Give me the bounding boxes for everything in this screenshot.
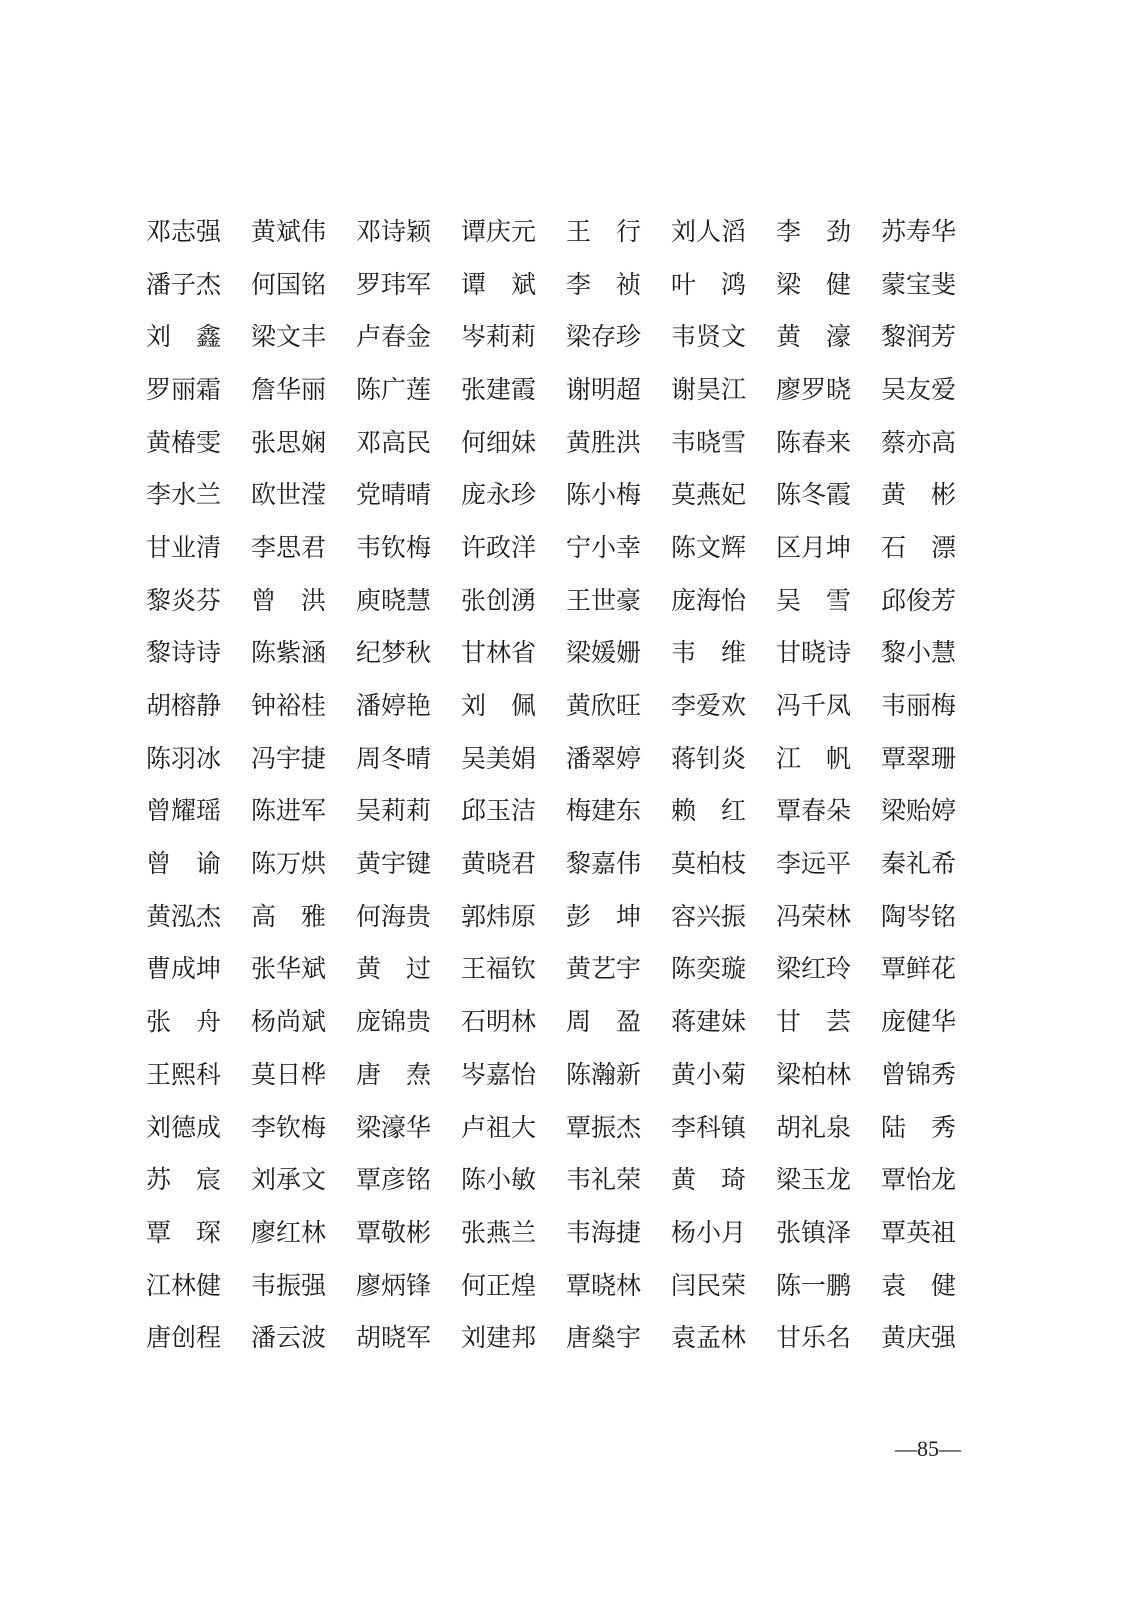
name-entry: 蒙宝斐	[881, 269, 957, 299]
name-entry: 张思娴	[251, 427, 327, 457]
name-entry: 吴美娟	[461, 743, 537, 773]
name-entry: 廖炳锋	[356, 1270, 432, 1300]
name-entry: 唐燊宇	[566, 1323, 642, 1353]
name-entry: 陈小梅	[566, 480, 642, 510]
name-entry: 潘云波	[251, 1323, 327, 1353]
name-entry: 梁贻婷	[881, 796, 957, 826]
name-entry: 冯千凤	[776, 691, 852, 721]
name-entry: 黄 琦	[671, 1165, 747, 1195]
name-entry: 庞永珍	[461, 480, 537, 510]
name-entry: 韦钦梅	[356, 532, 432, 562]
name-entry: 覃春朵	[776, 796, 852, 826]
name-entry: 覃怡龙	[881, 1165, 957, 1195]
name-entry: 胡礼泉	[776, 1112, 852, 1142]
name-entry: 谢昊江	[671, 374, 747, 404]
name-entry: 唐 焘	[356, 1059, 432, 1089]
name-entry: 黄椿雯	[146, 427, 222, 457]
name-entry: 江 帆	[776, 743, 852, 773]
name-entry: 吴莉莉	[356, 796, 432, 826]
name-entry: 王 行	[566, 216, 642, 246]
name-entry: 陈冬霞	[776, 480, 852, 510]
name-entry: 陈春来	[776, 427, 852, 457]
name-entry: 赖 红	[671, 796, 747, 826]
name-entry: 覃英祖	[881, 1217, 957, 1247]
name-entry: 陈紫涵	[251, 638, 327, 668]
name-entry: 韦晓雪	[671, 427, 747, 457]
name-entry: 胡榕静	[146, 691, 222, 721]
name-entry: 刘人滔	[671, 216, 747, 246]
name-entry: 蒋建妹	[671, 1007, 747, 1037]
name-entry: 陈万烘	[251, 849, 327, 879]
name-entry: 曾锦秀	[881, 1059, 957, 1089]
name-entry: 甘 芸	[776, 1007, 852, 1037]
name-entry: 刘 佩	[461, 691, 537, 721]
name-entry: 梁玉龙	[776, 1165, 852, 1195]
name-entry: 宁小幸	[566, 532, 642, 562]
name-entry: 王熙科	[146, 1059, 222, 1089]
name-entry: 黎炎芬	[146, 585, 222, 615]
name-entry: 曾 洪	[251, 585, 327, 615]
name-entry: 袁 健	[881, 1270, 957, 1300]
name-entry: 陆 秀	[881, 1112, 957, 1142]
name-entry: 庞锦贵	[356, 1007, 432, 1037]
name-entry: 庾晓慧	[356, 585, 432, 615]
name-entry: 秦礼希	[881, 849, 957, 879]
name-entry: 陈文辉	[671, 532, 747, 562]
name-entry: 覃振杰	[566, 1112, 642, 1142]
name-entry: 韦海捷	[566, 1217, 642, 1247]
name-entry: 黄 彬	[881, 480, 957, 510]
name-entry: 李远平	[776, 849, 852, 879]
name-entry: 黄宇键	[356, 849, 432, 879]
name-entry: 岑嘉怡	[461, 1059, 537, 1089]
name-entry: 冯宇捷	[251, 743, 327, 773]
name-entry: 蔡亦高	[881, 427, 957, 457]
name-entry: 梁媛姗	[566, 638, 642, 668]
name-entry: 韦丽梅	[881, 691, 957, 721]
name-entry: 何正煌	[461, 1270, 537, 1300]
name-entry: 周冬晴	[356, 743, 432, 773]
name-entry: 邓志强	[146, 216, 222, 246]
name-entry: 容兴振	[671, 901, 747, 931]
name-entry: 许政洋	[461, 532, 537, 562]
name-entry: 黄小菊	[671, 1059, 747, 1089]
name-entry: 陈进军	[251, 796, 327, 826]
name-entry: 胡晓军	[356, 1323, 432, 1353]
name-entry: 黎小慧	[881, 638, 957, 668]
name-entry: 吴友爱	[881, 374, 957, 404]
name-entry: 覃 琛	[146, 1217, 222, 1247]
name-entry: 韦贤文	[671, 322, 747, 352]
name-entry: 覃翠珊	[881, 743, 957, 773]
name-entry: 陈小敏	[461, 1165, 537, 1195]
name-entry: 覃鲜花	[881, 954, 957, 984]
name-entry: 莫燕妃	[671, 480, 747, 510]
name-entry: 邱玉洁	[461, 796, 537, 826]
name-entry: 梁红玲	[776, 954, 852, 984]
name-entry: 李思君	[251, 532, 327, 562]
name-entry: 庞健华	[881, 1007, 957, 1037]
name-entry: 吴 雪	[776, 585, 852, 615]
name-entry: 梁文丰	[251, 322, 327, 352]
name-entry: 罗玮军	[356, 269, 432, 299]
name-entry: 邓高民	[356, 427, 432, 457]
name-entry: 韦振强	[251, 1270, 327, 1300]
name-entry: 张创湧	[461, 585, 537, 615]
name-entry: 黄 濠	[776, 322, 852, 352]
name-entry: 黄欣旺	[566, 691, 642, 721]
name-entry: 李钦梅	[251, 1112, 327, 1142]
name-entry: 唐创程	[146, 1323, 222, 1353]
name-entry: 黄斌伟	[251, 216, 327, 246]
name-entry: 钟裕桂	[251, 691, 327, 721]
name-entry: 甘乐名	[776, 1323, 852, 1353]
name-list	[146, 205, 976, 1364]
name-entry: 郭炜原	[461, 901, 537, 931]
name-entry: 闫民荣	[671, 1270, 747, 1300]
name-entry: 黎嘉伟	[566, 849, 642, 879]
name-entry: 袁孟林	[671, 1323, 747, 1353]
name-entry: 曾耀瑶	[146, 796, 222, 826]
name-entry: 李 祯	[566, 269, 642, 299]
name-entry: 曾 谕	[146, 849, 222, 879]
name-entry: 张华斌	[251, 954, 327, 984]
name-entry: 甘业清	[146, 532, 222, 562]
name-entry: 韦 维	[671, 638, 747, 668]
name-entry: 张燕兰	[461, 1217, 537, 1247]
name-entry: 苏 宸	[146, 1165, 222, 1195]
name-entry: 苏寿华	[881, 216, 957, 246]
name-entry: 杨尚斌	[251, 1007, 327, 1037]
name-entry: 叶 鸿	[671, 269, 747, 299]
name-entry: 陈奕璇	[671, 954, 747, 984]
name-entry: 蒋钊炎	[671, 743, 747, 773]
name-entry: 王世豪	[566, 585, 642, 615]
name-entry: 冯荣林	[776, 901, 852, 931]
name-entry: 梅建东	[566, 796, 642, 826]
name-entry: 邓诗颖	[356, 216, 432, 246]
name-entry: 黄 过	[356, 954, 432, 984]
name-entry: 詹华丽	[251, 374, 327, 404]
name-entry: 黄艺宇	[566, 954, 642, 984]
name-entry: 何细妹	[461, 427, 537, 457]
name-entry: 潘翠婷	[566, 743, 642, 773]
name-entry: 黄庆强	[881, 1323, 957, 1353]
name-entry: 王福钦	[461, 954, 537, 984]
name-entry: 李爱欢	[671, 691, 747, 721]
name-entry: 刘德成	[146, 1112, 222, 1142]
name-entry: 陈广莲	[356, 374, 432, 404]
name-entry: 庞海怡	[671, 585, 747, 615]
name-entry: 黄泓杰	[146, 901, 222, 931]
name-entry: 黄胜洪	[566, 427, 642, 457]
name-entry: 罗丽霜	[146, 374, 222, 404]
name-entry: 李科镇	[671, 1112, 747, 1142]
name-entry: 刘承文	[251, 1165, 327, 1195]
name-entry: 覃敬彬	[356, 1217, 432, 1247]
name-entry: 区月坤	[776, 532, 852, 562]
name-entry: 卢祖大	[461, 1112, 537, 1142]
name-entry: 何海贵	[356, 901, 432, 931]
name-entry: 杨小月	[671, 1217, 747, 1247]
name-entry: 张镇泽	[776, 1217, 852, 1247]
name-entry: 张建霞	[461, 374, 537, 404]
name-entry: 莫日桦	[251, 1059, 327, 1089]
name-entry: 纪梦秋	[356, 638, 432, 668]
name-entry: 陈瀚新	[566, 1059, 642, 1089]
name-entry: 石 漂	[881, 532, 957, 562]
name-entry: 梁存珍	[566, 322, 642, 352]
name-entry: 岑莉莉	[461, 322, 537, 352]
name-entry: 彭 坤	[566, 901, 642, 931]
name-entry: 张 舟	[146, 1007, 222, 1037]
name-entry: 谭庆元	[461, 216, 537, 246]
name-entry: 潘婷艳	[356, 691, 432, 721]
name-entry: 曹成坤	[146, 954, 222, 984]
name-entry: 廖罗晓	[776, 374, 852, 404]
name-entry: 石明林	[461, 1007, 537, 1037]
name-entry: 刘建邦	[461, 1323, 537, 1353]
name-entry: 李水兰	[146, 480, 222, 510]
name-entry: 高 雅	[251, 901, 327, 931]
name-entry: 李 劲	[776, 216, 852, 246]
name-entry: 邱俊芳	[881, 585, 957, 615]
name-entry: 覃彦铭	[356, 1165, 432, 1195]
name-entry: 卢春金	[356, 322, 432, 352]
name-entry: 陈一鹏	[776, 1270, 852, 1300]
name-entry: 梁柏林	[776, 1059, 852, 1089]
name-entry: 谢明超	[566, 374, 642, 404]
name-entry: 潘子杰	[146, 269, 222, 299]
name-entry: 黎诗诗	[146, 638, 222, 668]
name-entry: 梁 健	[776, 269, 852, 299]
name-entry: 江林健	[146, 1270, 222, 1300]
name-entry: 党晴晴	[356, 480, 432, 510]
name-entry: 周 盈	[566, 1007, 642, 1037]
name-entry: 覃晓林	[566, 1270, 642, 1300]
name-entry: 黄晓君	[461, 849, 537, 879]
name-entry: 谭 斌	[461, 269, 537, 299]
name-entry: 刘 鑫	[146, 322, 222, 352]
name-entry: 何国铭	[251, 269, 327, 299]
page-number: —85—	[895, 1436, 961, 1461]
name-entry: 欧世滢	[251, 480, 327, 510]
name-entry: 甘晓诗	[776, 638, 852, 668]
name-entry: 廖红林	[251, 1217, 327, 1247]
name-entry: 韦礼荣	[566, 1165, 642, 1195]
name-entry: 陶岑铭	[881, 901, 957, 931]
name-entry: 甘林省	[461, 638, 537, 668]
name-entry: 梁濠华	[356, 1112, 432, 1142]
name-entry: 黎润芳	[881, 322, 957, 352]
name-entry: 陈羽冰	[146, 743, 222, 773]
name-entry: 莫柏枝	[671, 849, 747, 879]
